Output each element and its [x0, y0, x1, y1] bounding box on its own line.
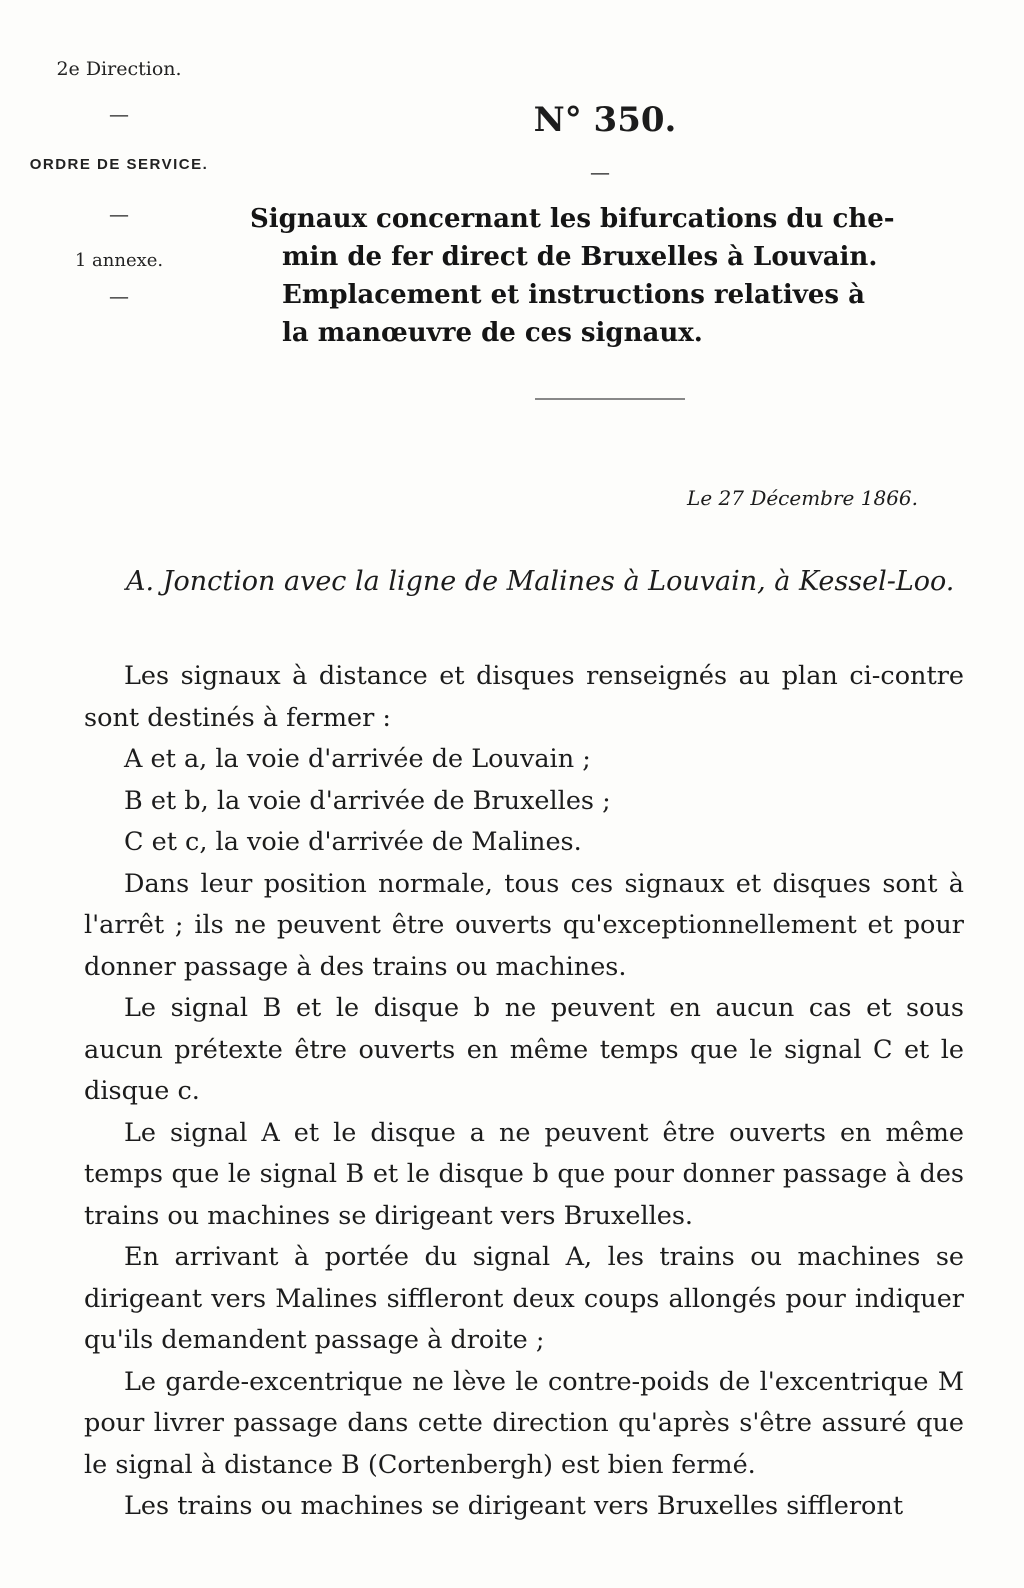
paragraph: Le signal B et le disque b ne peuvent en aucun cas et sous aucun prétexte être ouverts en même temps que le signal C et le disque c.: [84, 993, 964, 1106]
subject-line: la manœuvre de ces signaux.: [282, 318, 703, 348]
subject-heading: [250, 200, 980, 352]
order-number: N° 350.: [533, 100, 677, 140]
order-of-service-label: ORDRE DE SERVICE.: [29, 156, 209, 173]
list-item: C et c, la voie d'arrivée de Malines.: [124, 827, 582, 857]
paragraph: Dans leur position normale, tous ces signaux et disques sont à l'arrêt ; ils ne peuvent être ouverts qu'exceptionnellement et pour donner passage à des trains ou machines.: [84, 868, 964, 982]
divider: [535, 398, 685, 400]
number-dash: —: [590, 160, 610, 184]
margin-dash: —: [109, 284, 129, 308]
annex-label: 1 annexe.: [74, 250, 164, 271]
margin-dash: —: [109, 102, 129, 126]
paragraph: Les trains ou machines se dirigeant vers Bruxelles siffleront: [124, 1491, 904, 1521]
list-item: B et b, la voie d'arrivée de Bruxelles ;: [124, 785, 611, 816]
section-title: A. Jonction avec la ligne de Malines à Louvain, à Kessel-Loo.: [126, 566, 955, 597]
document-date: Le 27 Décembre 1866.: [687, 486, 918, 510]
body-text: [84, 656, 964, 1528]
paragraph: Le garde-excentrique ne lève le contre-poids de l'excentrique M pour livrer passage dans cette direction qu'après s'être assuré que le signal à distance B (Cortenbergh) est bien fermé.: [84, 1366, 964, 1480]
subject-line: Emplacement et instructions relatives à: [282, 280, 865, 310]
margin-dash: —: [109, 202, 129, 226]
direction-label: 2e Direction.: [56, 58, 182, 80]
subject-line: min de fer direct de Bruxelles à Louvain.: [282, 242, 878, 272]
subject-line: Signaux concernant les bifurcations du che-: [250, 204, 895, 234]
list-item: A et a, la voie d'arrivée de Louvain ;: [124, 744, 591, 774]
paragraph: Les signaux à distance et disques renseignés au plan ci-contre sont destinés à fermer :: [84, 661, 964, 733]
paragraph: En arrivant à portée du signal A, les trains ou machines se dirigeant vers Malines siffleront deux coups allongés pour indiquer qu'ils demandent passage à droite ;: [84, 1242, 964, 1355]
paragraph: Le signal A et le disque a ne peuvent être ouverts en même temps que le signal B et le disque b que pour donner passage à des trains ou machines se dirigeant vers Bruxelles.: [84, 1117, 964, 1231]
